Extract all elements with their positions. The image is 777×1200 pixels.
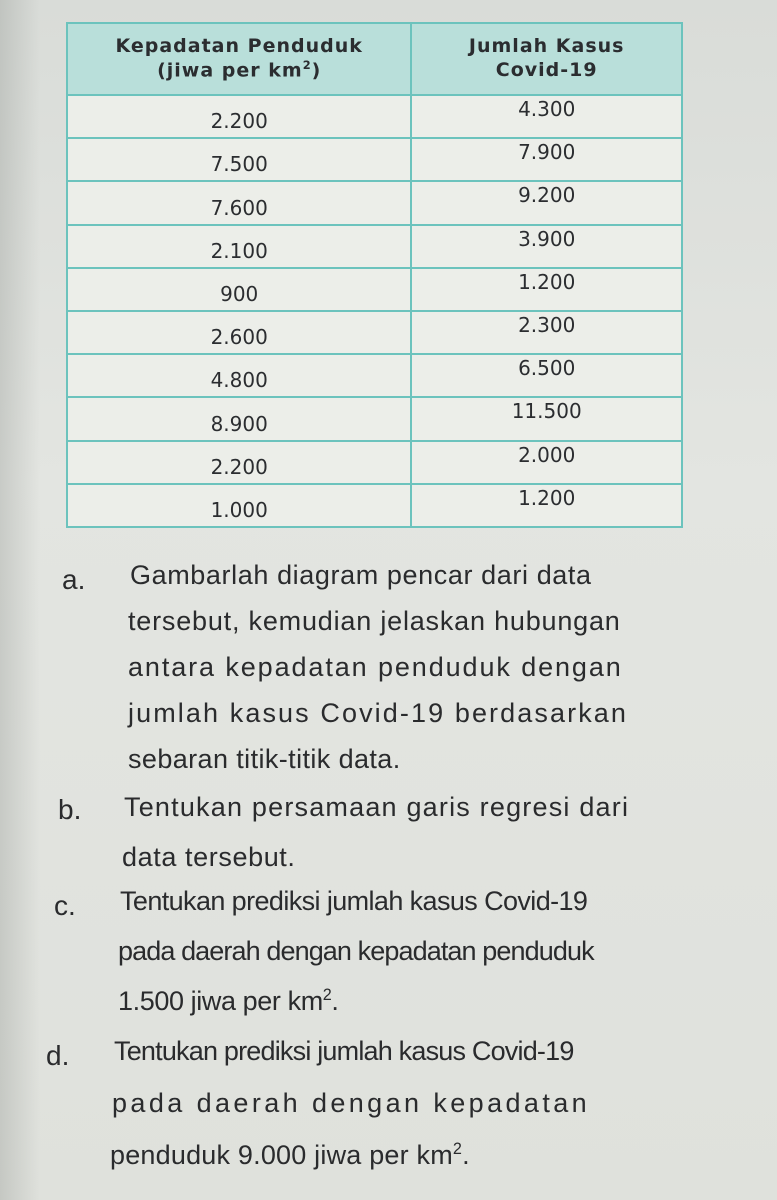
- cases-cell: 1.200: [411, 484, 682, 527]
- table-row: [67, 484, 682, 527]
- question-c-superscript: 2: [322, 986, 332, 1004]
- table-row: [67, 397, 682, 440]
- header-density-line2: [76, 58, 402, 83]
- table-row: [67, 225, 682, 268]
- table-row: [67, 95, 682, 138]
- question-c-line: Tentukan prediksi jumlah kasus Covid-19: [120, 886, 588, 916]
- table-row: [67, 268, 682, 311]
- header-cases-line2: Covid-19: [495, 59, 598, 81]
- data-table-container: [66, 22, 683, 528]
- question-a-line: jumlah kasus Covid-19 berdasarkan: [128, 698, 629, 728]
- density-cell: 2.100: [67, 225, 411, 268]
- density-cell: 4.800: [67, 354, 411, 397]
- data-table: [66, 22, 683, 528]
- question-a-line: sebaran titik-titik data.: [128, 744, 401, 774]
- question-d-line-text: penduduk 9.000 jiwa per km: [110, 1140, 453, 1170]
- density-cell: 2.200: [67, 441, 411, 484]
- question-c-line-text: 1.500 jiwa per km: [118, 986, 323, 1016]
- cases-cell: 1.200: [411, 268, 682, 311]
- header-density-close: ): [311, 59, 322, 82]
- question-d-letter: d.: [46, 1040, 70, 1071]
- density-cell: 2.600: [67, 311, 411, 354]
- question-a-letter: a.: [62, 564, 86, 595]
- density-cell: 8.900: [67, 397, 411, 440]
- cases-cell: 2.300: [411, 311, 682, 354]
- page-edge-shadow: [0, 0, 40, 1200]
- question-b-letter: b.: [58, 794, 82, 825]
- question-c-letter: c.: [54, 890, 76, 921]
- density-cell: 900: [67, 268, 411, 311]
- cases-cell: 4.300: [411, 95, 682, 138]
- table-row: [67, 354, 682, 397]
- question-a-line: Gambarlah diagram pencar dari data: [130, 560, 592, 590]
- question-d-line: pada daerah dengan kepadatan: [112, 1088, 591, 1118]
- question-c-line: [118, 986, 339, 1017]
- header-population-density: [67, 23, 411, 95]
- table-row: [67, 138, 682, 181]
- density-cell: 7.500: [67, 138, 411, 181]
- question-a-line: antara kepadatan penduduk dengan: [128, 652, 623, 682]
- question-d-superscript: 2: [452, 1140, 463, 1158]
- density-cell: 7.600: [67, 181, 411, 224]
- cases-cell: 2.000: [411, 441, 682, 484]
- question-a-line: tersebut, kemudian jelaskan hubungan: [128, 606, 621, 636]
- header-density-unit: (jiwa per km: [157, 59, 303, 82]
- table-header-row: [67, 23, 682, 95]
- cases-cell: 6.500: [411, 354, 682, 397]
- table-row: [67, 181, 682, 224]
- question-d-period: .: [462, 1140, 470, 1170]
- question-c-line: pada daerah dengan kepadatan penduduk: [118, 936, 594, 966]
- cases-cell: 3.900: [411, 225, 682, 268]
- cases-cell: 9.200: [411, 181, 682, 224]
- header-cases-line1: Jumlah Kasus: [468, 35, 625, 58]
- question-d-line: [110, 1140, 470, 1171]
- question-b-line: Tentukan persamaan garis regresi dari: [124, 792, 630, 822]
- question-c-period: .: [331, 986, 339, 1016]
- question-d-line: Tentukan prediksi jumlah kasus Covid-19: [114, 1036, 574, 1066]
- table-row: [67, 441, 682, 484]
- density-cell: 2.200: [67, 95, 411, 138]
- cases-cell: 7.900: [411, 138, 682, 181]
- cases-cell: 11.500: [411, 397, 682, 440]
- density-cell: 1.000: [67, 484, 411, 527]
- header-density-superscript: 2: [302, 58, 312, 73]
- question-b-line: data tersebut.: [122, 842, 296, 872]
- table-row: [67, 311, 682, 354]
- header-density-line1: Kepadatan Penduduk: [115, 34, 363, 57]
- header-covid-cases: [411, 23, 682, 95]
